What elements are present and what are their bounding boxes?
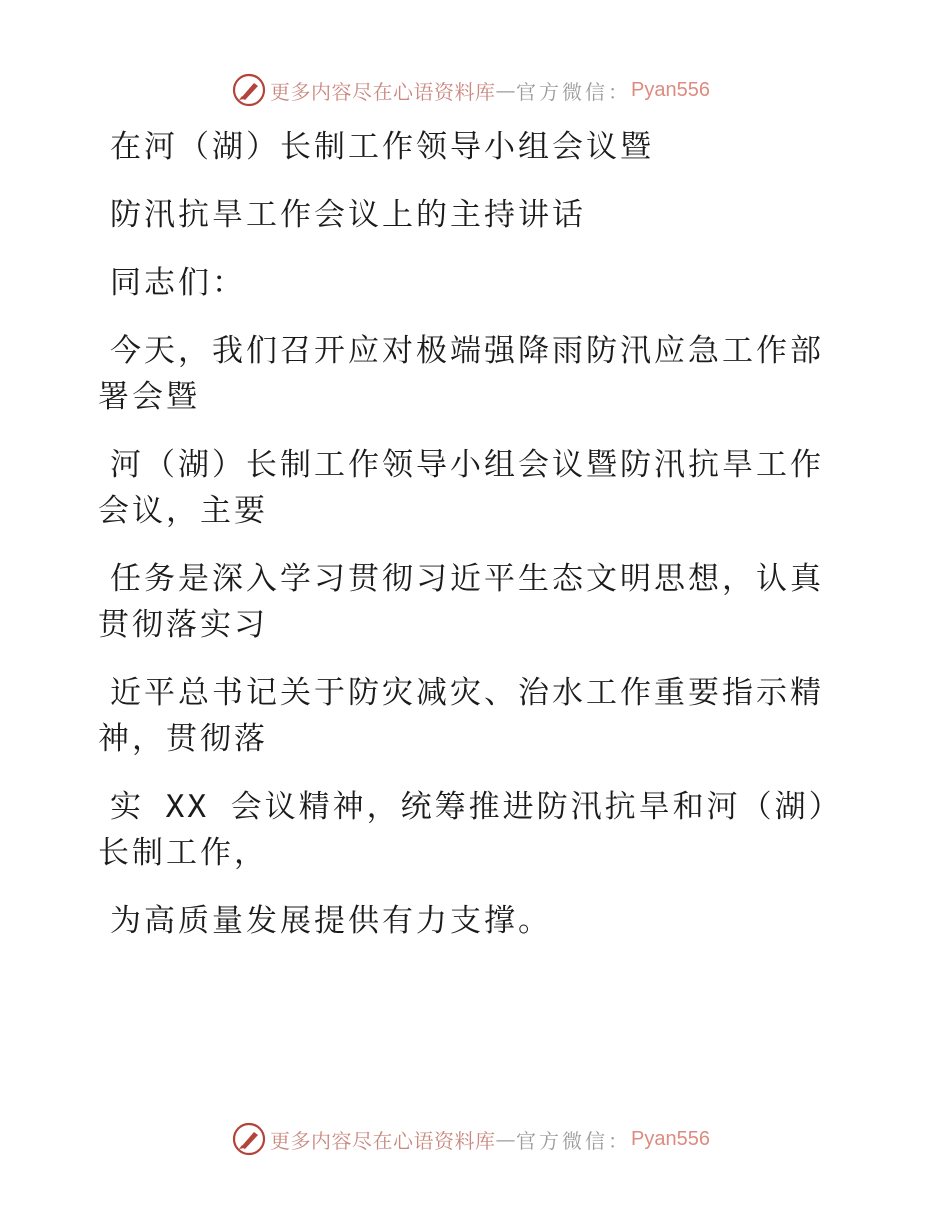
document-body bbox=[0, 124, 950, 966]
body-paragraph: 今天，我们召开应对极端强降雨防汛应急工作部 署会暨 bbox=[98, 333, 824, 415]
watermark-separator: — bbox=[495, 78, 516, 102]
pen-logo-icon bbox=[232, 1122, 266, 1156]
watermark-wechat-label: 官方微信： bbox=[516, 1128, 631, 1153]
watermark-banner-top bbox=[232, 73, 710, 107]
body-paragraph: 实 XX 会议精神，统筹推进防汛抗旱和河（湖） 长制工作， bbox=[98, 789, 843, 871]
body-paragraph: 为高质量发展提供有力支撑。 bbox=[110, 903, 552, 939]
watermark-banner-bottom bbox=[232, 1122, 710, 1156]
doc-title-line-1: 在河（湖）长制工作领导小组会议暨 bbox=[110, 129, 654, 165]
watermark-text: 更多内容尽在心语资料库 bbox=[270, 1128, 496, 1153]
body-paragraph: 河（湖）长制工作领导小组会议暨防汛抗旱工作 会议，主要 bbox=[98, 447, 824, 529]
watermark-wechat-id: Pyan556 bbox=[631, 1127, 710, 1150]
body-paragraph: 近平总书记关于防灾减灾、治水工作重要指示精 神，贯彻落 bbox=[98, 675, 824, 757]
watermark-text: 更多内容尽在心语资料库 bbox=[270, 79, 496, 104]
pen-logo-icon bbox=[232, 73, 266, 107]
doc-title-line-2: 防汛抗旱工作会议上的主持讲话 bbox=[110, 197, 586, 233]
watermark-wechat-id: Pyan556 bbox=[631, 78, 710, 101]
watermark-wechat-label: 官方微信： bbox=[516, 79, 631, 104]
salutation: 同志们： bbox=[110, 265, 246, 301]
watermark-separator: — bbox=[495, 1127, 516, 1151]
body-paragraph: 任务是深入学习贯彻习近平生态文明思想，认真 贯彻落实习 bbox=[98, 561, 824, 643]
